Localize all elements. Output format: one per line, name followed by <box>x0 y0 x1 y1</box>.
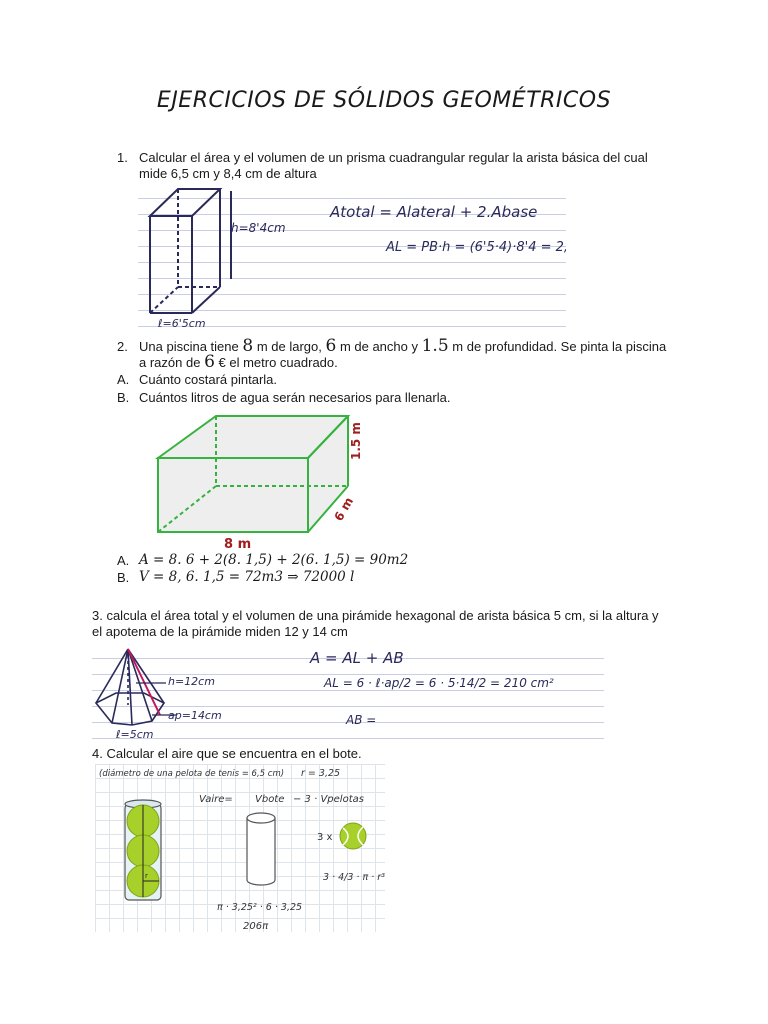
page-title: EJERCICIOS DE SÓLIDOS GEOMÉTRICOS <box>156 88 612 113</box>
answer-b: B. V = 8, 6. 1,5 = 72m3 ⇒ 72000 l <box>117 568 355 585</box>
length-value: 8 <box>242 336 254 356</box>
base-edge-label: ℓ=5cm <box>116 728 154 740</box>
radius-value: r = 3,25 <box>301 768 341 779</box>
formula-lateral-area: AL = 6 · ℓ·ap/2 = 6 · 5·14/2 = 210 cm² <box>324 676 554 690</box>
formula-total-area: Atotal = Alateral + 2.Abase <box>330 203 538 221</box>
can-with-balls <box>125 800 161 900</box>
three-times-label: 3 x <box>317 832 333 843</box>
radius-mark: r <box>145 872 148 880</box>
apothem-label: ap=14cm <box>168 709 222 722</box>
exercise-number: 1. <box>117 150 128 165</box>
can-and-balls-diagram <box>95 764 385 932</box>
tennis-ball-icon <box>340 823 366 849</box>
exercise-2-text <box>117 336 677 405</box>
cylinder-volume-formula: π · 3,25² · 6 · 3,25 <box>217 902 303 913</box>
diameter-note: (diámetro de una pelota de tenis = 6,5 cm) <box>99 769 285 779</box>
air-volume-label: Vaire= <box>199 794 233 805</box>
question-a: A. Cuánto costará pintarla. <box>117 372 278 387</box>
pyramid-sketch <box>92 643 604 740</box>
price-value: 6 <box>204 351 215 372</box>
exercise-4-figure <box>95 764 385 932</box>
exercise-4-text: 4. Calcular el aire que se encuentra en el bote. <box>92 746 362 761</box>
width-label: 6 m <box>331 494 357 524</box>
pool-box-diagram <box>148 412 376 552</box>
cylinder-volume-result: 206π <box>243 921 269 932</box>
width-value: 6 <box>325 336 337 356</box>
exercise-1-text <box>117 150 677 181</box>
length-label: 8 m <box>224 537 252 552</box>
exercise-2-figure <box>148 412 376 552</box>
exercise-3-text: 3. calcula el área total y el volumen de una pirámide hexagonal de arista básica 5 cm, si la altura y el apotema de la pirámide miden 12 y 14 cm <box>92 608 659 639</box>
depth-label: 1.5 m <box>349 422 363 460</box>
question-b: B. Cuántos litros de agua serán necesarios para llenarla. <box>117 389 451 405</box>
can-volume-label: Vbote <box>255 794 285 805</box>
formula-total-area: A = AL + AB <box>310 649 404 667</box>
prism-sketch <box>138 183 566 329</box>
empty-cylinder <box>247 813 275 885</box>
edge-label: ℓ=6'5cm <box>158 317 206 329</box>
exercise-statement: Una piscina tiene 8 m de largo, 6 m de ancho y 1.5 m de profundidad. Se pinta la piscina a razón de 6 € el metro cuadrado. <box>139 336 667 372</box>
exercise-1-figure <box>138 183 566 329</box>
depth-value: 1.5 <box>421 336 449 356</box>
formula-base-area: AB = <box>346 713 377 727</box>
spheres-volume-formula: 3 · 4/3 · π · r³ <box>323 872 385 883</box>
exercise-3-figure <box>92 643 604 740</box>
exercise-statement: Calcular el área y el volumen de un prisma cuadrangular regular la arista básica del cual mide 6,5 cm y 8,4 cm de altura <box>139 150 648 181</box>
balls-volume-label: − 3 · Vpelotas <box>293 794 364 805</box>
pyramid-height-label: h=12cm <box>168 675 215 688</box>
formula-lateral-area: AL = PB·h = (6'5·4)·8'4 = 2, <box>386 240 566 255</box>
answer-a: A. A = 8. 6 + 2(8. 1,5) + 2(6. 1,5) = 90m2 <box>117 552 409 568</box>
height-label: h=8'4cm <box>231 221 286 235</box>
exercise-number: 2. <box>117 339 128 354</box>
exercise-2-answers <box>117 553 677 585</box>
